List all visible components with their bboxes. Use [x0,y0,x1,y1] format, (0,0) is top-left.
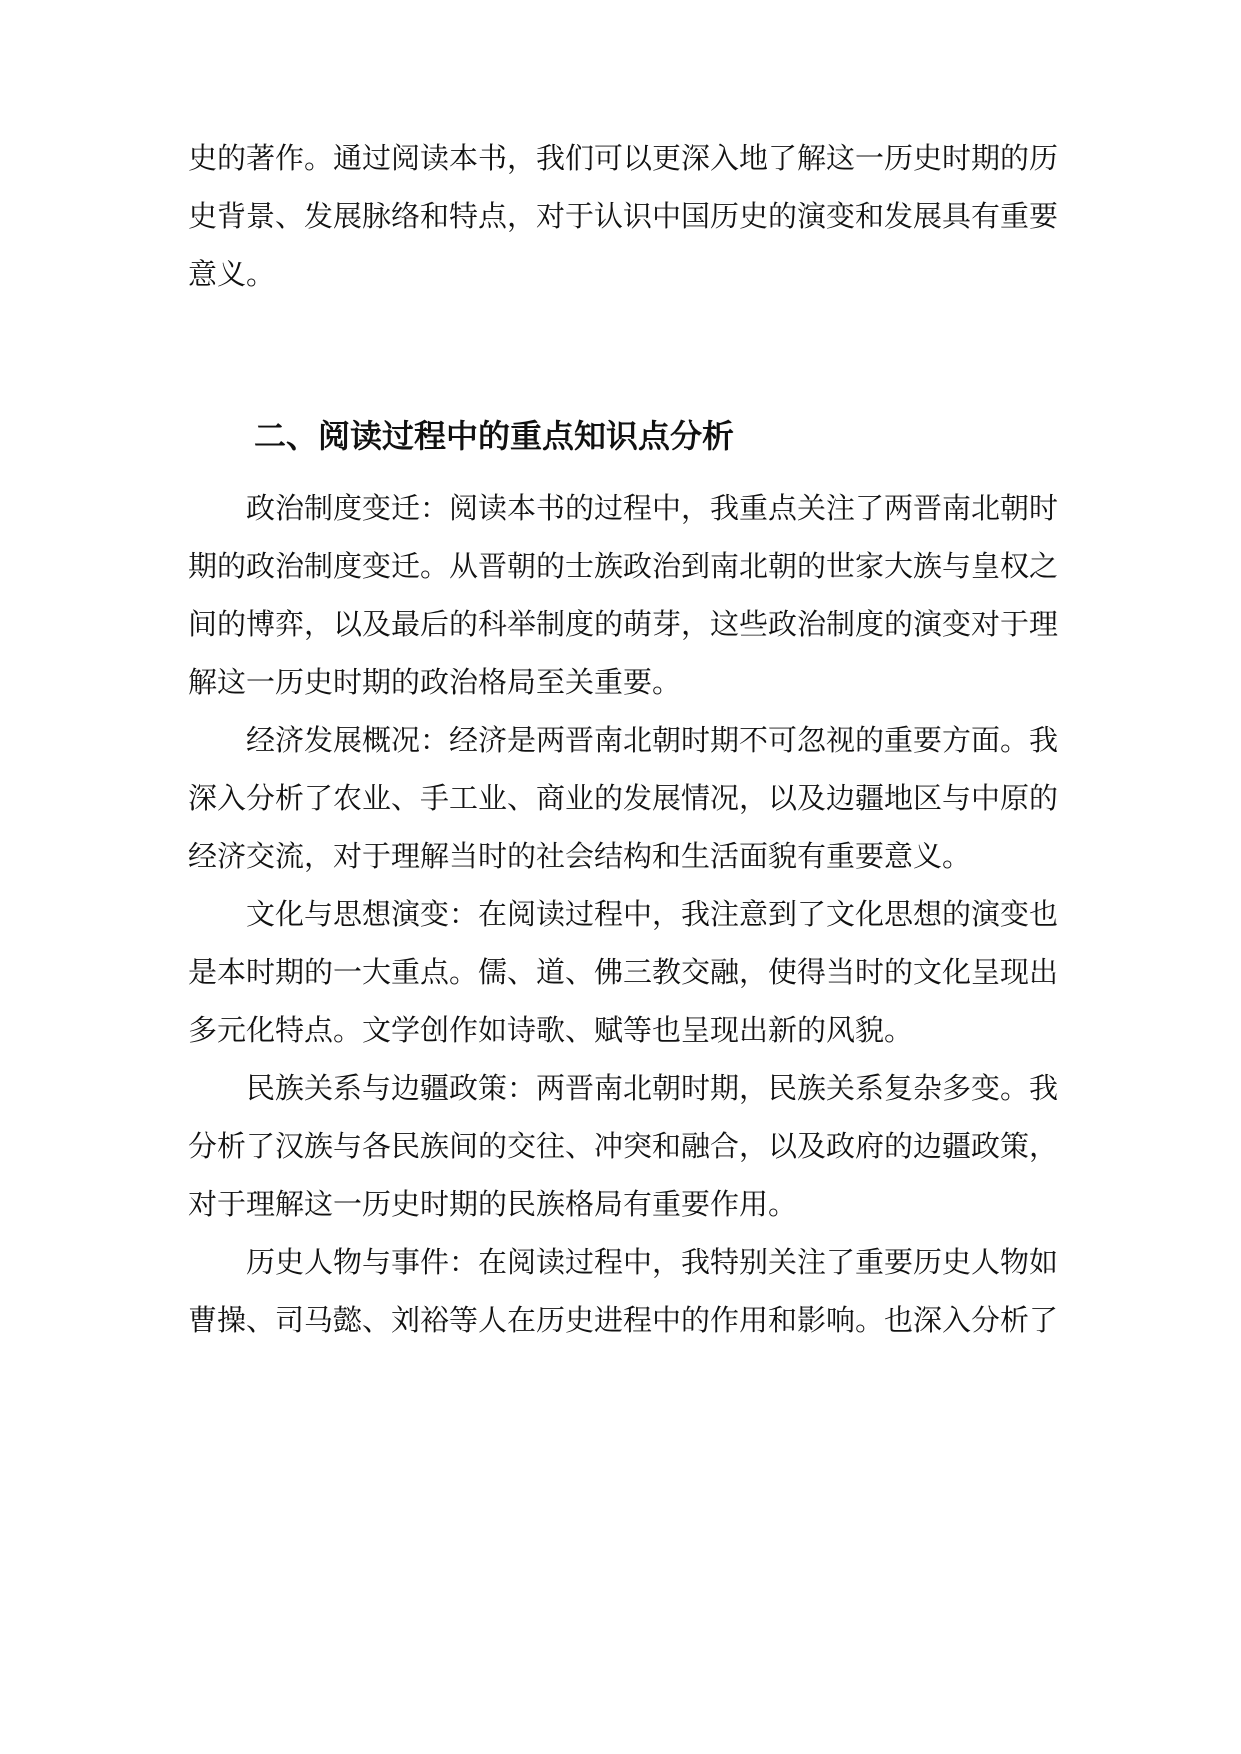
section-heading: 二、阅读过程中的重点知识点分析 [254,417,735,455]
paragraph-line: 经济发展概况：经济是两晋南北朝时期不可忽视的重要方面。我 [246,723,1059,757]
intro-line: 史的著作。通过阅读本书，我们可以更深入地了解这一历史时期的历 [188,141,1059,175]
paragraph-line: 解这一历史时期的政治格局至关重要。 [188,665,682,699]
paragraph-economy [188,723,1059,900]
paragraph-line: 多元化特点。文学创作如诗歌、赋等也呈现出新的风貌。 [188,1013,914,1047]
paragraph-line: 文化与思想演变：在阅读过程中，我注意到了文化思想的演变也 [246,897,1059,931]
paragraph-line: 对于理解这一历史时期的民族格局有重要作用。 [188,1187,798,1221]
paragraph-line: 政治制度变迁：阅读本书的过程中，我重点关注了两晋南北朝时 [246,491,1059,525]
intro-line: 史背景、发展脉络和特点，对于认识中国历史的演变和发展具有重要 [188,199,1059,233]
intro-line: 意义。 [188,257,276,291]
paragraph-line: 深入分析了农业、手工业、商业的发展情况，以及边疆地区与中原的 [188,781,1059,815]
paragraph-politics [188,491,1059,726]
intro-paragraph [188,141,1059,318]
paragraph-line: 是本时期的一大重点。儒、道、佛三教交融，使得当时的文化呈现出 [188,955,1059,989]
paragraph-ethnic-relations [188,1071,1059,1248]
paragraph-line: 历史人物与事件：在阅读过程中，我特别关注了重要历史人物如 [246,1245,1059,1279]
paragraph-line: 分析了汉族与各民族间的交往、冲突和融合，以及政府的边疆政策， [188,1129,1059,1163]
paragraph-line: 经济交流，对于理解当时的社会结构和生活面貌有重要意义。 [188,839,972,873]
paragraph-line: 曹操、司马懿、刘裕等人在历史进程中的作用和影响。也深入分析了 [188,1303,1059,1337]
paragraph-line: 期的政治制度变迁。从晋朝的士族政治到南北朝的世家大族与皇权之 [188,549,1059,583]
paragraph-culture [188,897,1059,1074]
paragraph-line: 民族关系与边疆政策：两晋南北朝时期，民族关系复杂多变。我 [246,1071,1059,1105]
paragraph-figures-events [188,1245,1059,1364]
paragraph-line: 间的博弈，以及最后的科举制度的萌芽，这些政治制度的演变对于理 [188,607,1059,641]
